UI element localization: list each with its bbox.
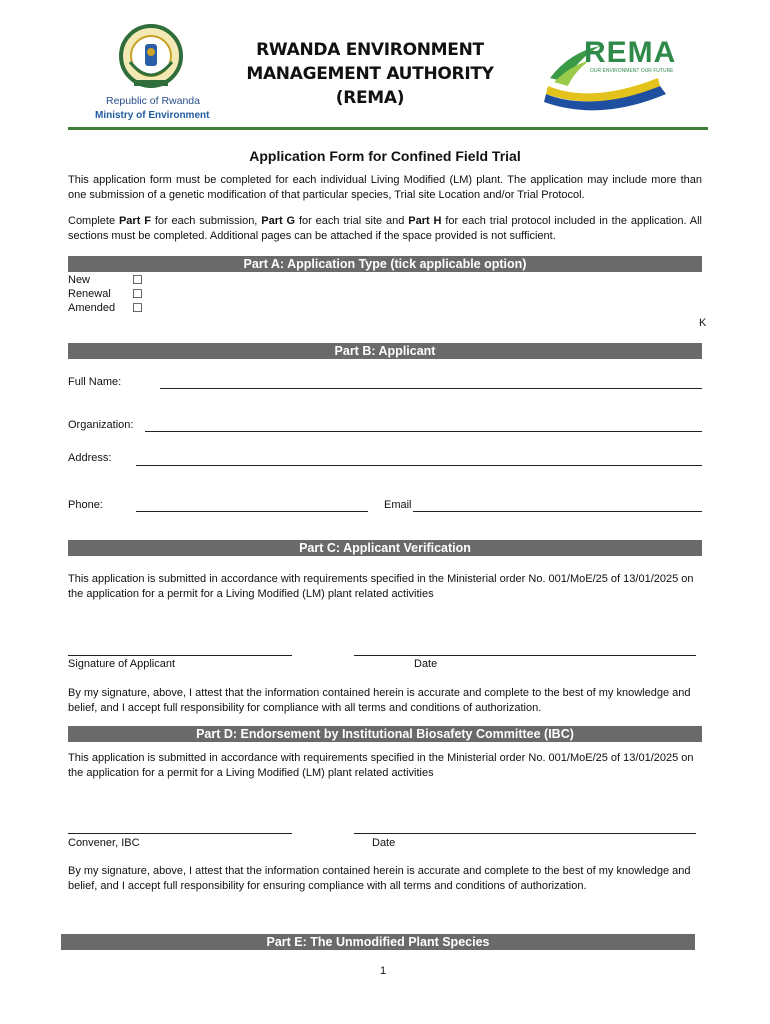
part-d-attestation: By my signature, above, I attest that the information contained herein is accurate and complete to the best of my knowledge and belief, and I accept full responsibility for ensuring compliance with all terms and conditions of authorization. xyxy=(68,865,691,892)
part-c-statement: This application is submitted in accordance with requirements specified in the Ministerial order No. 001/MoE/25 of 13/01/2025 on the application for a permit for a Living Modified (LM) plant related activities xyxy=(68,573,694,600)
address-field[interactable] xyxy=(136,465,702,466)
option-new-label: New xyxy=(68,274,91,286)
convener-date-field[interactable] xyxy=(354,833,696,834)
organization-label: Organization: xyxy=(68,419,134,431)
part-e-header: Part E: The Unmodified Plant Species xyxy=(61,934,695,950)
intro-paragraph-1: This application form must be completed for each individual Living Modified (LM) plant. The application may include more than one submission of a genetic modification of that particular species, Trial site Location and/or Trial Protocol. xyxy=(68,174,702,201)
option-new-checkbox[interactable]: ☐ xyxy=(132,273,143,287)
part-a-header: Part A: Application Type (tick applicable option) xyxy=(68,256,702,272)
signature-label: Signature of Applicant xyxy=(68,658,176,670)
option-amended-checkbox[interactable]: ☐ xyxy=(132,301,143,315)
republic-label: Republic of Rwanda xyxy=(106,95,200,107)
header-divider xyxy=(68,127,708,130)
phone-label: Phone: xyxy=(68,499,103,511)
email-label: Email xyxy=(384,499,412,511)
org-title-line3: (REMA) xyxy=(335,88,405,108)
convener-signature-field[interactable] xyxy=(68,833,292,834)
organization-field[interactable] xyxy=(145,431,702,432)
option-renewal-label: Renewal xyxy=(68,288,111,300)
full-name-field[interactable] xyxy=(160,388,702,389)
ministry-label: Ministry of Environment xyxy=(95,110,210,121)
rwanda-seal xyxy=(116,22,186,99)
rema-logo-tagline: OUR ENVIRONMENT OUR FUTURE xyxy=(590,68,674,74)
part-d-statement: This application is submitted in accordance with requirements specified in the Ministerial order No. 001/MoE/25 of 13/01/2025 on the application for a permit for a Living Modified (LM) plant related activities xyxy=(68,752,694,779)
rema-logo xyxy=(540,36,680,116)
org-title-line2: MANAGEMENT AUTHORITY xyxy=(246,64,494,84)
org-title-line1: RWANDA ENVIRONMENT xyxy=(256,40,484,60)
page-number: 1 xyxy=(380,965,387,977)
rema-logo-text: REMA xyxy=(584,36,677,69)
form-title: Application Form for Confined Field Trial xyxy=(249,148,521,164)
applicant-date-field[interactable] xyxy=(354,655,696,656)
address-label: Address: xyxy=(68,452,112,464)
option-renewal-checkbox[interactable]: ☐ xyxy=(132,287,143,301)
part-c-header: Part C: Applicant Verification xyxy=(68,540,702,556)
phone-field[interactable] xyxy=(136,511,368,512)
email-field[interactable] xyxy=(413,511,702,512)
option-amended-label: Amended xyxy=(68,302,116,314)
part-c-attestation: By my signature, above, I attest that the information contained herein is accurate and complete to the best of my knowledge and belief, and I accept full responsibility for compliance with all terms and conditions of authorization. xyxy=(68,687,691,714)
applicant-signature-field[interactable] xyxy=(68,655,292,656)
part-d-header: Part D: Endorsement by Institutional Biosafety Committee (IBC) xyxy=(68,726,702,742)
date-label: Date xyxy=(414,658,438,670)
full-name-label: Full Name: xyxy=(68,376,122,388)
org-title xyxy=(232,38,508,110)
convener-label: Convener, IBC xyxy=(68,837,140,849)
part-b-header: Part B: Applicant xyxy=(68,343,702,359)
stray-mark: K xyxy=(699,317,707,329)
intro-paragraph-2: Complete Part F for each submission, Part G for each trial site and Part H for each trial protocol included in the application. All sections must be completed. Additional pages can be attached if the space provided is not sufficient. xyxy=(68,215,702,242)
convener-date-label: Date xyxy=(372,837,396,849)
